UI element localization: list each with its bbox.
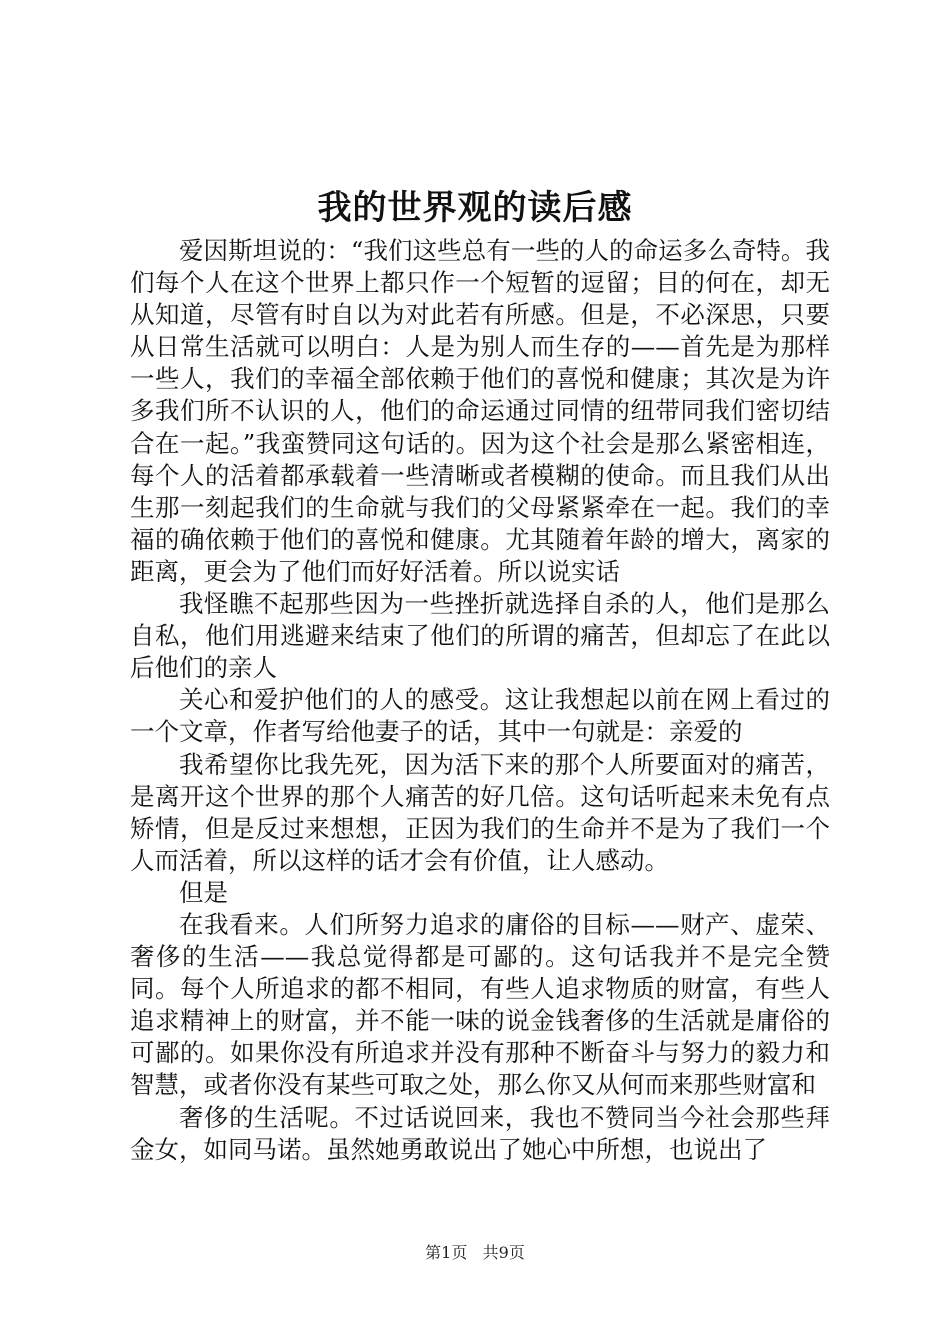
paragraph: 我怪瞧不起那些因为一些挫折就选择自杀的人，他们是那么自私，他们用逃避来结束了他们的所谓的痛苦，但却忘了在此以后他们的亲人 [130, 589, 830, 683]
page-total: 共9页 [482, 1243, 525, 1262]
page-footer [0, 1242, 950, 1264]
paragraph: 奢侈的生活呢。不过话说回来，我也不赞同当今社会那些拜金女，如同马诺。虽然她勇敢说出了她心中所想，也说出了 [130, 1102, 830, 1164]
document-body [130, 235, 830, 1166]
document-title: 我的世界观的读后感 [317, 188, 633, 228]
page-separator [472, 1243, 477, 1262]
paragraph: 在我看来。人们所努力追求的庸俗的目标——财产、虚荣、奢侈的生活——我总觉得都是可鄙的。这句话我并不是完全赞同。每个人所追求的都不相同，有些人追求物质的财富，有些人追求精神上的财富，并不能一味的说金钱奢侈的生活就是庸俗的可鄙的。如果你没有所追求并没有那种不断奋斗与努力的毅力和智慧，或者你没有某些可取之处，那么你又从何而来那些财富和 [130, 909, 830, 1100]
paragraph: 爱因斯坦说的：“我们这些总有一些的人的命运多么奇特。我们每个人在这个世界上都只作一个短暂的逗留；目的何在，却无从知道，尽管有时自以为对此若有所感。但是，不必深思，只要从日常生活就可以明白：人是为别人而生存的——首先是为那样一些人，我们的幸福全部依赖于他们的喜悦和健康；其次是为许多我们所不认识的人，他们的命运通过同情的纽带同我们密切结合在一起。”我蛮赞同这句话的。因为这个社会是那么紧密相连，每个人的活着都承载着一些清晰或者模糊的使命。而且我们从出生那一刻起我们的生命就与我们的父母紧紧牵在一起。我们的幸福的确依赖于他们的喜悦和健康。尤其随着年龄的增大，离家的距离，更会为了他们而好好活着。所以说实话 [130, 236, 830, 586]
paragraph: 但是 [179, 877, 228, 907]
page-number: 第1页 [425, 1243, 468, 1262]
paragraph: 关心和爱护他们的人的感受。这让我想起以前在网上看过的一个文章，作者写给他妻子的话，其中一句就是：亲爱的 [130, 685, 830, 747]
paragraph: 我希望你比我先死，因为活下来的那个人所要面对的痛苦，是离开这个世界的那个人痛苦的好几倍。这句话听起来未免有点矫情，但是反过来想想，正因为我们的生命并不是为了我们一个人而活着，所以这样的话才会有价值，让人感动。 [130, 749, 830, 875]
